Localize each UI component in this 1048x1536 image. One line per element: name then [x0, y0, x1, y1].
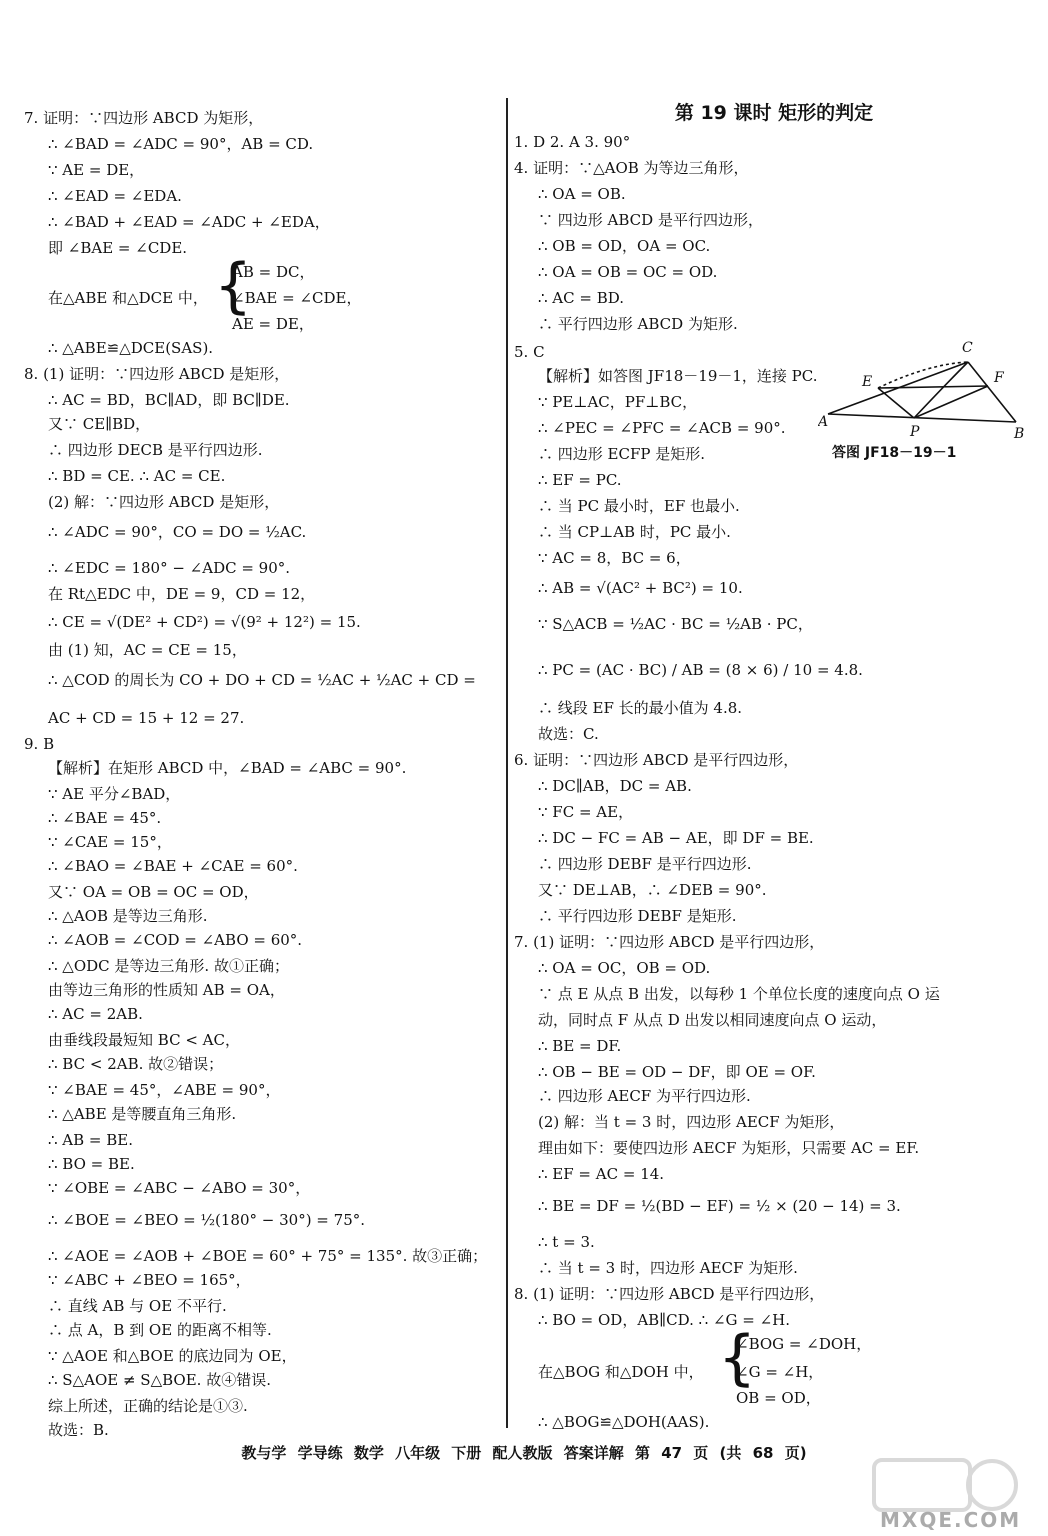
label-c: C	[962, 340, 973, 356]
solution-line: ∵ AE = DE，	[48, 161, 145, 179]
solution-line: 动，同时点 F 从点 D 出发以相同速度向点 O 运动，	[538, 1011, 887, 1029]
solution-line: ∴ ∠BAD + ∠EAD = ∠ADC + ∠EDA，	[48, 213, 330, 231]
solution-line: 8. (1) 证明：∵四边形 ABCD 是平行四边形，	[514, 1285, 825, 1303]
solution-line: ∴ △AOB 是等边三角形.	[48, 907, 208, 925]
solution-line: ∴ AB = BE.	[48, 1131, 134, 1149]
solution-line: ∴ 当 t = 3 时，四边形 AECF 为矩形.	[538, 1259, 798, 1277]
solution-line: ∴ 直线 AB 与 OE 不平行.	[48, 1297, 227, 1315]
solution-line: ∴ ∠BAD = ∠ADC = 90°，AB = CD.	[48, 135, 314, 153]
lesson-title: 第 19 课时 矩形的判定	[674, 102, 874, 124]
solution-line: ∴ BO = BE.	[48, 1155, 135, 1173]
solution-line: 故选：C.	[538, 725, 599, 743]
solution-line: ∴ OA = OB = OC = OD.	[538, 263, 718, 281]
solution-line: 又∵ CE∥BD，	[48, 415, 151, 433]
solution-line: 在 Rt△EDC 中，DE = 9，CD = 12，	[48, 585, 316, 603]
seg-pc	[914, 362, 968, 418]
solution-line: 又∵ OA = OB = OC = OD，	[48, 883, 259, 901]
solution-line: ∵ 四边形 ABCD 是平行四边形，	[538, 211, 763, 229]
solution-line: ∴ OA = OB.	[538, 185, 626, 203]
solution-line: ∴ OA = OC，OB = OD.	[538, 959, 711, 977]
solution-line: ∴ AB = √(AC² + BC²) = 10.	[538, 579, 743, 597]
solution-line: ∴ BO = OD，AB∥CD. ∴ ∠G = ∠H.	[538, 1311, 791, 1329]
seg-pe	[878, 388, 914, 418]
solution-line: ∴ ∠AOB = ∠COD = ∠ABO = 60°.	[48, 931, 303, 949]
solution-line: ∠BAE = ∠CDE，	[232, 289, 362, 307]
label-a: A	[818, 414, 829, 430]
solution-line: 4. 证明：∵△AOB 为等边三角形，	[514, 159, 749, 177]
page-footer: 教与学 学导练 数学 八年级 下册 配人教版 答案详解 第 47 页 (共 68 页)	[241, 1444, 807, 1462]
solution-line: 故选：B.	[48, 1421, 109, 1439]
solution-line: ∵ ∠ABC + ∠BEO = 165°，	[48, 1271, 251, 1289]
solution-line: ∴ 点 A，B 到 OE 的距离不相等.	[48, 1321, 272, 1339]
label-e: E	[862, 374, 873, 390]
solution-line: ∴ AC = BD，BC∥AD，即 BC∥DE.	[48, 391, 290, 409]
solution-line: ∵ S△ACB = ½AC · BC = ½AB · PC，	[538, 615, 813, 633]
solution-line: ∴ △COD 的周长为 CO + DO + CD = ½AC + ½AC + CD =	[48, 671, 476, 689]
solution-line: ∴ DC − FC = AB − AE，即 DF = BE.	[538, 829, 814, 847]
solution-line: ∵ △AOE 和△BOE 的底边同为 OE，	[48, 1347, 297, 1365]
solution-line: AB = DC，	[232, 263, 315, 281]
solution-line: ∵ ∠CAE = 15°，	[48, 833, 172, 851]
solution-line: ∴ ∠EDC = 180° − ∠ADC = 90°.	[48, 559, 291, 577]
solution-line: ∴ ∠AOE = ∠AOB + ∠BOE = 60° + 75° = 135°. 故③正确；	[48, 1247, 488, 1265]
solution-line: ∴ PC = (AC · BC) / AB = (8 × 6) / 10 = 4.8.	[538, 661, 863, 679]
solution-line: 由等边三角形的性质知 AB = OA，	[48, 981, 285, 999]
label-p: P	[910, 424, 920, 440]
solution-line: 6. 证明：∵四边形 ABCD 是平行四边形，	[514, 751, 799, 769]
solution-line: ∴ CE = √(DE² + CD²) = √(9² + 12²) = 15.	[48, 613, 361, 631]
solution-line: ∴ BE = DF.	[538, 1037, 622, 1055]
solution-line: ∴ △BOG≌△DOH(AAS).	[538, 1413, 710, 1431]
solution-line: ∴ DC∥AB，DC = AB.	[538, 777, 692, 795]
watermark-logo-icon	[870, 1454, 1020, 1516]
solution-line: 9. B	[24, 735, 55, 753]
solution-line: ∴ 四边形 AECF 为平行四边形.	[538, 1087, 751, 1105]
solution-line: ∴ S△AOE ≠ S△BOE. 故④错误.	[48, 1371, 271, 1389]
solution-line: 即 ∠BAE = ∠CDE.	[48, 239, 188, 257]
solution-line: ∴ 四边形 ECFP 是矩形.	[538, 445, 706, 463]
solution-line: (2) 解：当 t = 3 时，四边形 AECF 为矩形，	[538, 1113, 845, 1131]
solution-line: ∴ △ABE 是等腰直角三角形.	[48, 1105, 237, 1123]
solution-line: ∴ 当 CP⊥AB 时，PC 最小.	[538, 523, 731, 541]
solution-line: ∴ 平行四边形 ABCD 为矩形.	[538, 315, 738, 333]
solution-line: 又∵ DE⊥AB，∴ ∠DEB = 90°.	[538, 881, 767, 899]
solution-line: 7. (1) 证明：∵四边形 ABCD 是平行四边形，	[514, 933, 825, 951]
solution-line: 由垂线段最短知 BC < AC，	[48, 1031, 240, 1049]
solution-line: 【解析】如答图 JF18－19－1，连接 PC.	[538, 367, 818, 385]
solution-line: 1. D 2. A 3. 90°	[514, 133, 631, 151]
solution-line: ∴ 四边形 DEBF 是平行四边形.	[538, 855, 752, 873]
seg-pf	[914, 386, 988, 418]
solution-line: ∴ 四边形 DECB 是平行四边形.	[48, 441, 263, 459]
solution-line: ∴ ∠BAO = ∠BAE + ∠CAE = 60°.	[48, 857, 298, 875]
solution-line: ∵ AC = 8，BC = 6，	[538, 549, 691, 567]
solution-line: ∴ ∠BOE = ∠BEO = ½(180° − 30°) = 75°.	[48, 1211, 365, 1229]
solution-line: 综上所述，正确的结论是①③.	[48, 1397, 248, 1415]
solution-line: ∴ OB − BE = OD − DF，即 OE = OF.	[538, 1063, 816, 1081]
solution-line: 【解析】在矩形 ABCD 中，∠BAD = ∠ABC = 90°.	[48, 759, 407, 777]
solution-line: ∵ ∠OBE = ∠ABC − ∠ABO = 30°，	[48, 1179, 311, 1197]
solution-line: ∴ EF = AC = 14.	[538, 1165, 665, 1183]
solution-line: OB = OD，	[736, 1389, 821, 1407]
column-divider	[506, 98, 508, 1428]
brace-left: {	[214, 251, 253, 321]
solution-line: ∵ FC = AE，	[538, 803, 634, 821]
solution-line: ∠G = ∠H，	[736, 1363, 824, 1381]
solution-line: 在△ABE 和△DCE 中，	[48, 289, 208, 307]
solution-line: ∴ 当 PC 最小时，EF 也最小.	[538, 497, 740, 515]
solution-line: ∴ ∠EAD = ∠EDA.	[48, 187, 182, 205]
solution-line: ∴ AC = BD.	[538, 289, 625, 307]
solution-line: ∵ PE⊥AC，PF⊥BC，	[538, 393, 698, 411]
solution-line: ∴ EF = PC.	[538, 471, 622, 489]
solution-line: ∵ AE 平分∠BAD，	[48, 785, 181, 803]
label-f: F	[994, 370, 1004, 386]
brace-right: {	[718, 1323, 757, 1393]
solution-line: ∴ BD = CE. ∴ AC = CE.	[48, 467, 226, 485]
solution-line: ∴ t = 3.	[538, 1233, 595, 1251]
solution-line: 由 (1) 知，AC = CE = 15，	[48, 641, 247, 659]
solution-line: ∴ △ABE≌△DCE(SAS).	[48, 339, 214, 357]
solution-line: 在△BOG 和△DOH 中，	[538, 1363, 704, 1381]
solution-line: 7. 证明：∵四边形 ABCD 为矩形，	[24, 109, 264, 127]
solution-line: ∴ 线段 EF 长的最小值为 4.8.	[538, 699, 743, 717]
solution-line: ∴ BE = DF = ½(BD − EF) = ½ × (20 − 14) = 3.	[538, 1197, 901, 1215]
label-b: B	[1014, 426, 1024, 442]
solution-line: ∴ ∠BAE = 45°.	[48, 809, 162, 827]
solution-line: AE = DE，	[232, 315, 314, 333]
solution-line: ∴ ∠PEC = ∠PFC = ∠ACB = 90°.	[538, 419, 786, 437]
solution-line: ∠BOG = ∠DOH，	[736, 1335, 872, 1353]
solution-line: 理由如下：要使四边形 AECF 为矩形，只需要 AC = EF.	[538, 1139, 920, 1157]
solution-line: (2) 解：∵四边形 ABCD 是矩形，	[48, 493, 280, 511]
solution-line: 5. C	[514, 343, 545, 361]
solution-line: ∵ 点 E 从点 B 出发，以每秒 1 个单位长度的速度向点 O 运	[538, 985, 940, 1003]
solution-line: ∴ 平行四边形 DEBF 是矩形.	[538, 907, 737, 925]
solution-line: ∴ BC < 2AB. 故②错误；	[48, 1055, 224, 1073]
solution-line: ∵ ∠BAE = 45°，∠ABE = 90°，	[48, 1081, 281, 1099]
solution-line: ∴ △ODC 是等边三角形. 故①正确；	[48, 957, 289, 975]
solution-line: 8. (1) 证明：∵四边形 ABCD 是矩形，	[24, 365, 290, 383]
watermark-text: MXQE.COM	[880, 1508, 1022, 1532]
solution-line: ∴ AC = 2AB.	[48, 1005, 143, 1023]
solution-line: ∴ OB = OD，OA = OC.	[538, 237, 711, 255]
solution-line: AC + CD = 15 + 12 = 27.	[48, 709, 245, 727]
solution-line: ∴ ∠ADC = 90°，CO = DO = ½AC.	[48, 523, 307, 541]
figure-caption: 答图 JF18－19－1	[832, 445, 957, 461]
seg-ef	[878, 386, 988, 388]
